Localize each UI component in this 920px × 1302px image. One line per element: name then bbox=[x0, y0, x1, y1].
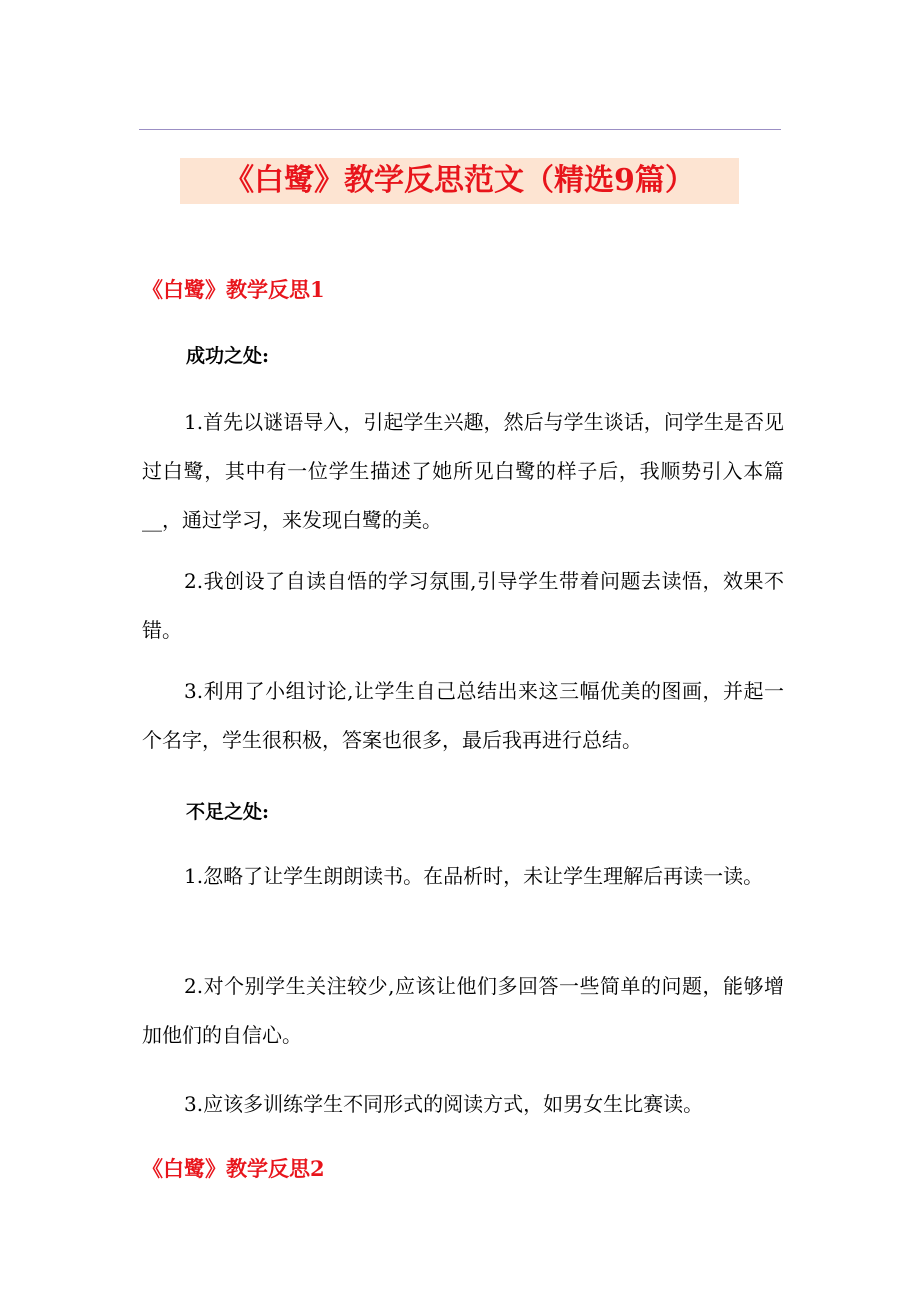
document-title: 《白鹭》教学反思范文（精选9篇） bbox=[180, 158, 739, 204]
success-heading: 成功之处: bbox=[186, 345, 270, 367]
header-divider bbox=[139, 129, 781, 130]
success-item-3: 3.利用了小组讨论,让学生自己总结出来这三幅优美的图画，并起一个名字，学生很积极，答案也很多，最后我再进行总结。 bbox=[142, 679, 784, 752]
shortcoming-item-3: 3.应该多训练学生不同形式的阅读方式，如男女生比赛读。 bbox=[184, 1092, 704, 1116]
shortcoming-item-2: 2.对个别学生关注较少,应该让他们多回答一些简单的问题，能够增加他们的自信心。 bbox=[142, 974, 784, 1047]
section-heading-2: 《白鹭》教学反思2 bbox=[142, 1156, 325, 1181]
shortcoming-item-1: 1.忽略了让学生朗朗读书。在品析时，未让学生理解后再读一读。 bbox=[184, 864, 764, 888]
success-item-2: 2.我创设了自读自悟的学习氛围,引导学生带着问题去读悟，效果不错。 bbox=[142, 569, 784, 642]
section-heading-1: 《白鹭》教学反思1 bbox=[142, 277, 325, 302]
shortcoming-heading: 不足之处: bbox=[186, 801, 270, 823]
success-item-1: 1.首先以谜语导入，引起学生兴趣，然后与学生谈话，问学生是否见过白鹭，其中有一位学生描述了她所见白鹭的样子后，我顺势引入本篇__，通过学习，来发现白鹭的美。 bbox=[142, 410, 784, 532]
